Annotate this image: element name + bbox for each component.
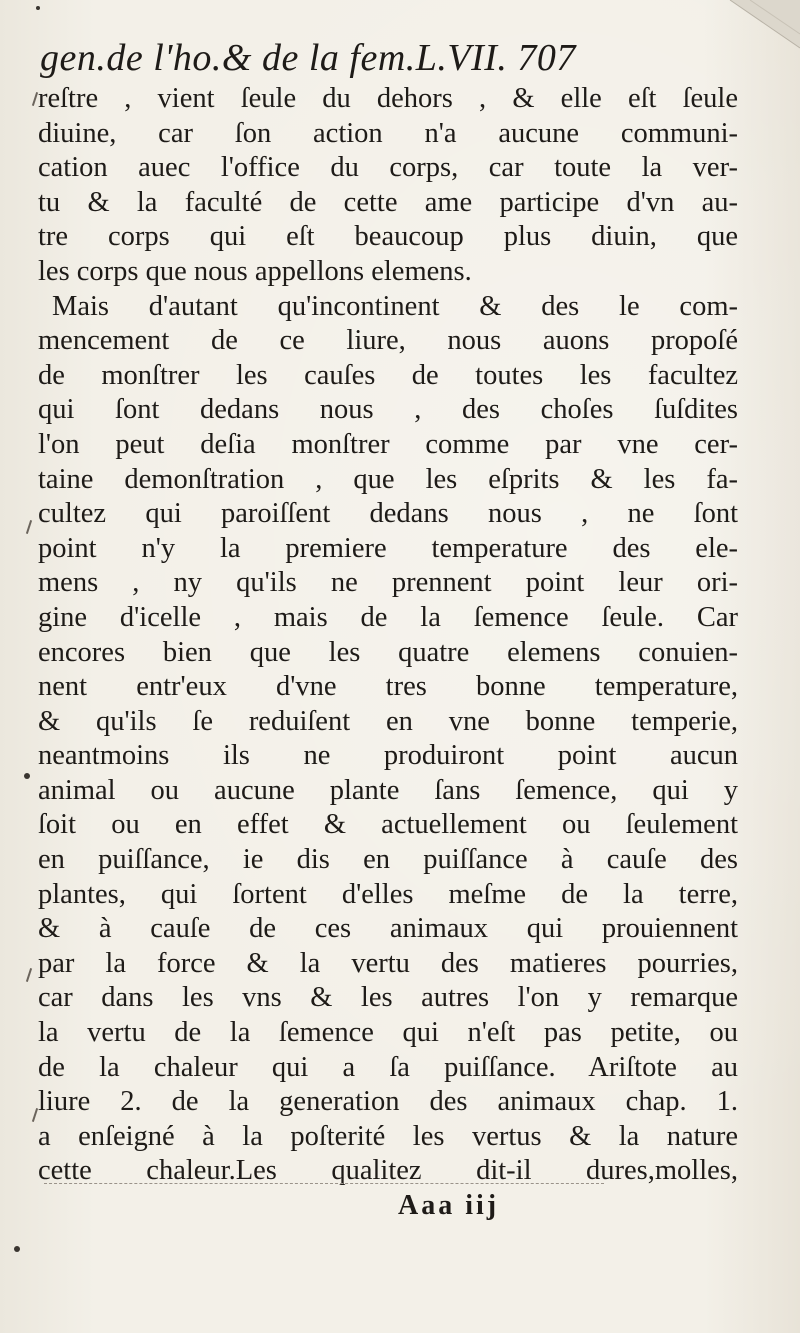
text-line: & à cauſe de ces animaux qui prouiennent (38, 913, 738, 945)
text-line: mens , ny qu'ils ne prennent point leur ori- (38, 567, 738, 599)
text-line: diuine, car ſon action n'a aucune communi- (38, 117, 738, 149)
text-line: nent entr'eux d'vne tres bonne temperature, (38, 671, 738, 703)
text-line: animal ou aucune plante ſans ſemence, qui y (38, 774, 738, 806)
text-line: cultez qui paroiſſent dedans nous , ne ſont (38, 498, 738, 530)
text-line: taine demonſtration , que les eſprits & les fa- (38, 463, 738, 495)
text-line: car dans les vns & les autres l'on y remarque (38, 982, 738, 1014)
ink-spot (36, 6, 40, 10)
text-line: cette chaleur.Les qualitez dit-il dures,molles, (38, 1155, 738, 1187)
text-line: la vertu de la ſemence qui n'eſt pas petite, ou (38, 1017, 738, 1049)
text-line: a enſeigné à la poſterité les vertus & la nature (38, 1120, 738, 1152)
signature-mark: Aaa iij (398, 1190, 500, 1221)
text-line: gine d'icelle , mais de la ſemence ſeule. Car (38, 601, 738, 633)
text-line: encores bien que les quatre elemens conuien- (38, 636, 738, 668)
text-line: neantmoins ils ne produiront point aucun (38, 740, 738, 772)
bleed-through-rule (44, 1183, 604, 1184)
running-header: gen.de l'ho.& de la fem.L.VII. 707 (40, 37, 576, 79)
text-line: l'on peut deſia monſtrer comme par vne cer- (38, 428, 738, 460)
text-line: de monſtrer les cauſes de toutes les facultez (38, 359, 738, 391)
text-line: point n'y la premiere temperature des ele- (38, 532, 738, 564)
text-line: en puiſſance, ie dis en puiſſance à cauſe des (38, 844, 738, 876)
text-line: ſoit ou en effet & actuellement ou ſeulement (38, 809, 738, 841)
text-line: liure 2. de la generation des animaux chap. 1. (38, 1086, 738, 1118)
margin-mark (26, 520, 32, 534)
text-line: qui ſont dedans nous , des choſes ſuſdites (38, 394, 738, 426)
text-line: reſtre , vient ſeule du dehors , & elle eſt ſeule (38, 83, 738, 114)
body-text (38, 82, 738, 1189)
margin-mark (26, 968, 32, 982)
ink-spot (24, 773, 30, 779)
text-line: tu & la faculté de cette ame participe d'vn au- (38, 186, 738, 218)
text-line: cation auec l'office du corps, car toute la ver- (38, 152, 738, 184)
paragraph-start-line: Mais d'autant qu'incontinent & des le com- (52, 290, 738, 322)
text-line: mencement de ce liure, nous auons propoſé (38, 325, 738, 357)
text-line: & qu'ils ſe reduiſent en vne bonne temperie, (38, 705, 738, 737)
ink-spot (14, 1246, 20, 1252)
text-line: tre corps qui eſt beaucoup plus diuin, que (38, 221, 738, 253)
text-line: plantes, qui ſortent d'elles meſme de la terre, (38, 878, 738, 910)
text-line: de la chaleur qui a ſa puiſſance. Ariſtote au (38, 1051, 738, 1083)
page-corner-fold (710, 0, 800, 60)
text-line: les corps que nous appellons elemens. (38, 255, 472, 287)
text-line: par la force & la vertu des matieres pourries, (38, 947, 738, 979)
